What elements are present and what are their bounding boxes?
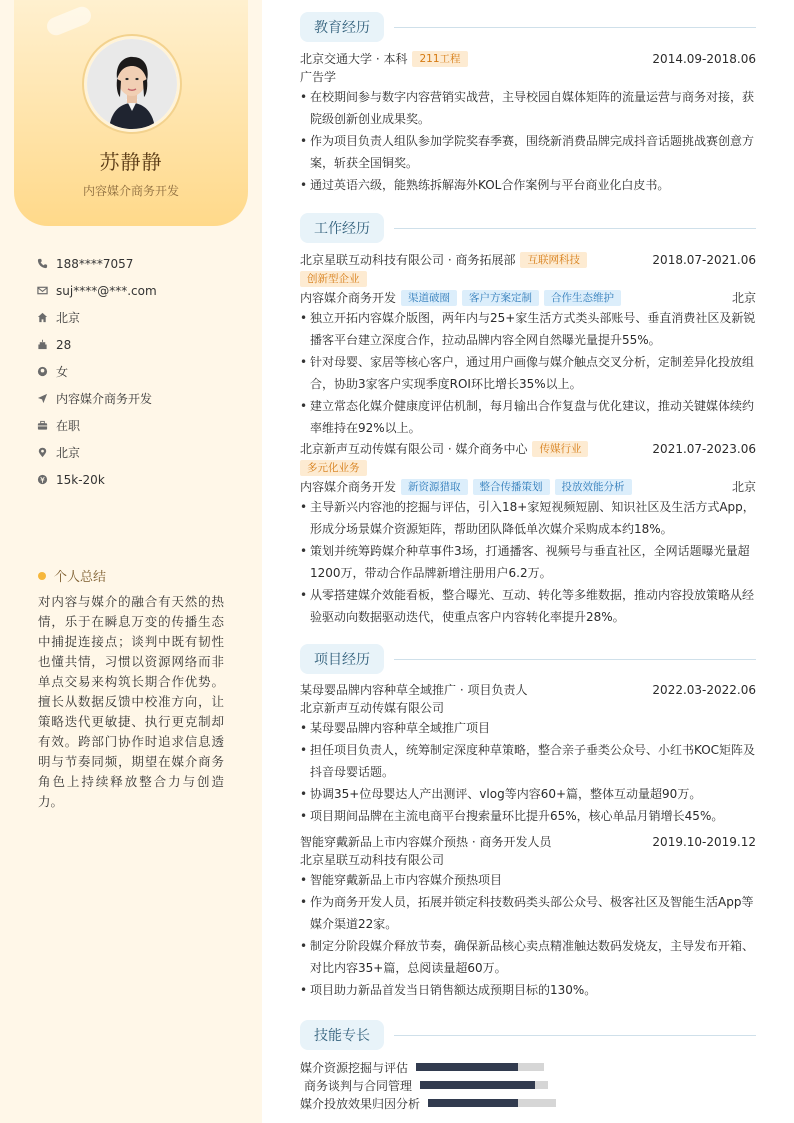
- section-divider: [394, 27, 756, 28]
- cake-icon: [36, 339, 48, 351]
- summary-heading: 个人总结: [38, 566, 106, 585]
- job-bullets: [300, 496, 756, 628]
- education-section-header: [300, 12, 756, 42]
- project-period: 2022.03-2022.06: [652, 683, 756, 697]
- project-entry: [300, 833, 756, 1001]
- list-item: • 某母婴品牌内容种草全域推广项目: [300, 717, 756, 739]
- contact-value: suj****@***.com: [56, 283, 157, 298]
- project-entry: [300, 681, 756, 827]
- phone-icon: [36, 258, 48, 270]
- job-entry: [300, 440, 756, 628]
- skill-level-fill: [416, 1063, 518, 1071]
- list-item: • 独立开拓内容媒介版图，两年内与25+家生活方式类头部账号、垂直消费社区及新锐播客平台建立深度合作，拉动品牌内容全网自然曝光量提升55%。: [300, 307, 756, 351]
- skill-tag: 客户方案定制: [462, 290, 539, 306]
- project-company: 北京星联互动科技有限公司: [300, 853, 445, 867]
- list-item: • 制定分阶段媒介释放节奏，确保新品核心卖点精准触达数码发烧友，主导发布开箱、对比内容35+篇，总阅读量超60万。: [300, 935, 756, 979]
- skill-tag: 合作生态维护: [544, 290, 621, 306]
- mail-icon: [36, 285, 48, 297]
- section-title: 项目经历: [300, 644, 384, 674]
- contact-intent: [36, 385, 157, 412]
- contact-value: 北京: [56, 446, 81, 460]
- school-name: 北京交通大学 · 本科: [300, 52, 408, 66]
- project-name: 智能穿戴新品上市内容媒介预热 · 商务开发人员: [300, 835, 552, 849]
- skill-tag: 新资源猎取: [401, 479, 468, 495]
- contact-age: [36, 331, 157, 358]
- contact-gender: [36, 358, 157, 385]
- company-tag: 传媒行业: [532, 441, 588, 457]
- briefcase-icon: [36, 420, 48, 432]
- company-name: 北京星联互动科技有限公司 · 商务拓展部: [300, 253, 516, 267]
- project-period: 2019.10-2019.12: [652, 835, 756, 849]
- list-item: • 协调35+位母婴达人产出测评、vlog等内容60+篇，整体互动量超90万。: [300, 783, 756, 805]
- contact-value: 28: [56, 337, 72, 352]
- list-item: • 作为商务开发人员，拓展并锁定科技数码类头部公众号、极客社区及智能生活App等媒介渠道22家。: [300, 891, 756, 935]
- contact-value: 15k-20k: [56, 472, 105, 487]
- skill-name: 商务谈判与合同管理: [304, 1078, 413, 1093]
- contact-home: [36, 304, 157, 331]
- contact-value: 188****7057: [56, 256, 134, 271]
- list-item: • 主导新兴内容池的挖掘与评估，引入18+家短视频短剧、知识社区及生活方式App，形成分场景媒介资源矩阵，帮助团队降低单次媒介采购成本约18%。: [300, 496, 756, 540]
- projects-section-header: [300, 644, 756, 674]
- school-tag: 211工程: [412, 51, 467, 67]
- skill-level-fill: [420, 1081, 535, 1089]
- skill-name: 媒介投放效果归因分析: [300, 1096, 421, 1111]
- skill-item: [300, 1094, 556, 1112]
- contact-value: 内容媒介商务开发: [56, 392, 153, 406]
- contact-salary: [36, 466, 157, 493]
- list-item: • 建立常态化媒介健康度评估机制，每月输出合作复盘与优化建议，推动关键媒体续约率维持在92%以上。: [300, 395, 756, 439]
- skill-name: 媒介资源挖掘与评估: [300, 1060, 409, 1075]
- job-period: 2021.07-2023.06: [652, 442, 756, 456]
- company-tag: 创新型企业: [300, 271, 367, 287]
- job-city: 北京: [731, 480, 756, 494]
- section-divider: [394, 228, 756, 229]
- home-icon: [36, 312, 48, 324]
- job-city: 北京: [731, 291, 756, 305]
- education-period: 2014.09-2018.06: [652, 52, 756, 66]
- list-item: • 在校期间参与数字内容营销实战营，主导校园自媒体矩阵的流量运营与商务对接，获院级创新创业成果奖。: [300, 86, 756, 130]
- contact-list: [36, 250, 157, 493]
- project-bullets: [300, 717, 756, 827]
- skill-level-bar: [416, 1063, 544, 1071]
- sidebar: [0, 0, 262, 1123]
- contact-phone: [36, 250, 157, 277]
- decorative-pill: [44, 4, 93, 38]
- list-item: • 作为项目负责人组队参加学院奖春季赛，围绕新消费品牌完成抖音话题挑战赛创意方案，斩获全国铜奖。: [300, 130, 756, 174]
- job-entry: [300, 251, 756, 439]
- job-bullets: [300, 307, 756, 439]
- company-name: 北京新声互动传媒有限公司 · 媒介商务中心: [300, 442, 528, 456]
- avatar: [84, 36, 180, 132]
- job-role: 内容媒介商务开发: [300, 291, 397, 305]
- list-item: • 项目期间品牌在主流电商平台搜索量环比提升65%，核心单品月销增长45%。: [300, 805, 756, 827]
- list-item: • 针对母婴、家居等核心客户，通过用户画像与媒介触点交叉分析，定制差异化投放组合，协助3家客户实现季度ROI环比增长35%以上。: [300, 351, 756, 395]
- section-title: 工作经历: [300, 213, 384, 243]
- major: 广告学: [300, 70, 337, 84]
- job-role: 内容媒介商务开发: [300, 480, 397, 494]
- list-item: • 担任项目负责人，统筹制定深度种草策略，整合亲子垂类公众号、小红书KOC矩阵及抖音母婴话题。: [300, 739, 756, 783]
- skill-tag: 投放效能分析: [555, 479, 632, 495]
- skill-level-bar: [428, 1099, 556, 1107]
- skills-list: [300, 1058, 794, 1112]
- list-item: • 通过英语六级，能熟练拆解海外KOL合作案例与平台商业化白皮书。: [300, 174, 756, 196]
- contact-value: 在职: [56, 419, 81, 433]
- contact-location: [36, 439, 157, 466]
- list-item: • 从零搭建媒介效能看板，整合曝光、互动、转化等多维数据，推动内容投放策略从经验驱动向数据驱动迭代，使重点客户内容转化率提升28%。: [300, 584, 756, 628]
- summary-text: 对内容与媒介的融合有天然的热情，乐于在瞬息万变的传播生态中捕捉连接点；谈判中既有韧性也懂共情，习惯以资源网络而非单点交易来构筑长期合作优势。擅长从数据反馈中校准方向，让策略迭代更敏捷、执行更克制却有效。跨部门协作时追求信息透明与节奏同频，期望在媒介商务角色上持续释放整合力与创造力。: [38, 594, 224, 809]
- company-tag: 互联网科技: [520, 252, 587, 268]
- location-icon: [36, 447, 48, 459]
- skill-tag: 渠道破圈: [401, 290, 457, 306]
- skill-item: [300, 1058, 544, 1076]
- project-company: 北京新声互动传媒有限公司: [300, 701, 445, 715]
- candidate-title: 内容媒介商务开发: [82, 184, 179, 198]
- list-item: • 项目助力新品首发当日销售额达成预期目标的130%。: [300, 979, 756, 1001]
- work-section-header: [300, 213, 756, 243]
- company-tag: 多元化业务: [300, 460, 367, 476]
- skill-level-bar: [420, 1081, 548, 1089]
- skill-tag: 整合传播策划: [473, 479, 550, 495]
- section-divider: [394, 1035, 756, 1036]
- gender-icon: [36, 366, 48, 378]
- contact-email: [36, 277, 157, 304]
- contact-value: 女: [56, 365, 69, 379]
- education-entry: [300, 50, 756, 196]
- list-item: • 智能穿戴新品上市内容媒介预热项目: [300, 869, 756, 891]
- send-icon: [36, 393, 48, 405]
- section-divider: [394, 659, 756, 660]
- list-item: • 策划并统筹跨媒介种草事件3场，打通播客、视频号与垂直社区，全网话题曝光量超1200万，带动合作品牌新增注册用户6.2万。: [300, 540, 756, 584]
- salary-icon: [36, 474, 48, 486]
- contact-status: [36, 412, 157, 439]
- skill-level-fill: [428, 1099, 518, 1107]
- bullet-dot-icon: [38, 572, 46, 580]
- section-title: 教育经历: [300, 12, 384, 42]
- contact-value: 北京: [56, 311, 81, 325]
- education-bullets: [300, 86, 756, 196]
- project-bullets: [300, 869, 756, 1001]
- section-title: 技能专长: [300, 1020, 384, 1050]
- candidate-name: 苏静静: [99, 150, 163, 174]
- project-name: 某母婴品牌内容种草全域推广 · 项目负责人: [300, 683, 528, 697]
- skill-item: [304, 1076, 548, 1094]
- skills-section-header: [300, 1020, 756, 1050]
- job-period: 2018.07-2021.06: [652, 253, 756, 267]
